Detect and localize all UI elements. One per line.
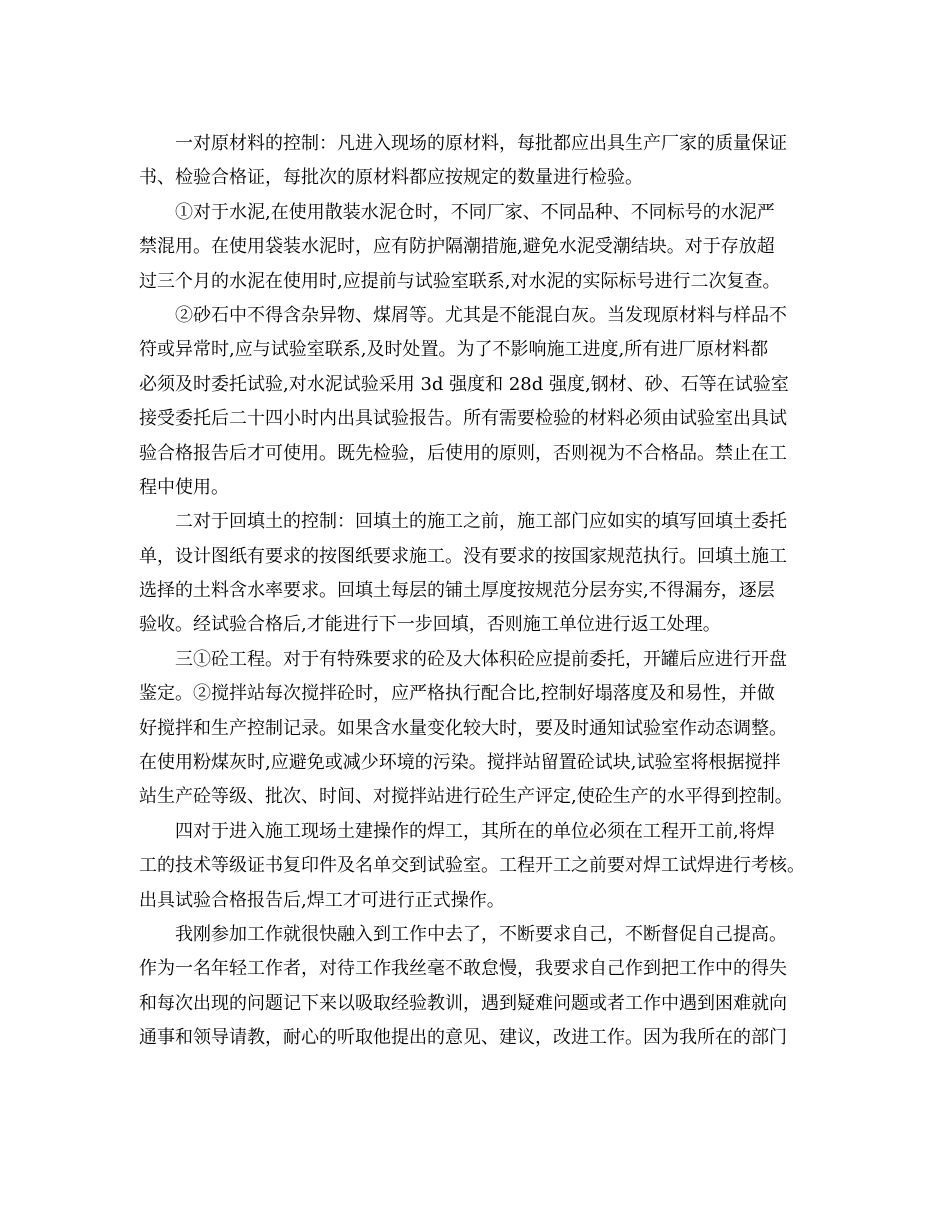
paragraph-line: 鉴定。②搅拌站每次搅拌砼时，应严格执行配合比,控制好塌落度及和易性，并做	[139, 683, 775, 705]
paragraph-line: 验合格报告后才可使用。既先检验，后使用的原则，否则视为不合格品。禁止在工	[139, 442, 787, 464]
paragraph-line: 接受委托后二十四小时内出具试验报告。所有需要检验的材料必须由试验室出具试	[139, 408, 787, 430]
paragraph-line: 站生产砼等级、批次、时间、对搅拌站进行砼生产评定,使砼生产的水平得到控制。	[139, 786, 793, 808]
paragraph-line: 和每次出现的问题记下来以吸取经验教训，遇到疑难问题或者工作中遇到困难就向	[139, 992, 787, 1014]
paragraph-line: 好搅拌和生产控制记录。如果含水量变化较大时，要及时通知试验室作动态调整。	[139, 717, 787, 739]
paragraph-first-line: ①对于水泥,在使用散装水泥仓时，不同厂家、不同品种、不同标号的水泥严	[175, 201, 775, 223]
paragraph-line: 书、检验合格证，每批次的原材料都应按规定的数量进行检验。	[139, 167, 643, 189]
paragraph-first-line: 三①砼工程。对于有特殊要求的砼及大体积砼应提前委托，开罐后应进行开盘	[175, 648, 787, 670]
paragraph-line: 验收。经试验合格后,才能进行下一步回填，否则施工单位进行返工处理。	[139, 614, 721, 636]
document-body	[139, 127, 819, 1056]
paragraph-line: 必须及时委托试验,对水泥试验采用 3d 强度和 28d 强度,钢材、砂、石等在试验室	[139, 373, 789, 395]
paragraph-line: 过三个月的水泥在使用时,应提前与试验室联系,对水泥的实际标号进行二次复查。	[139, 270, 781, 292]
paragraph-line: 程中使用。	[139, 476, 229, 498]
paragraph-line: 符或异常时,应与试验室联系,及时处置。为了不影响施工进度,所有进厂原材料都	[139, 339, 769, 361]
paragraph-first-line: ②砂石中不得含杂异物、煤屑等。尤其是不能混白灰。当发现原材料与样品不	[175, 304, 787, 326]
paragraph-line: 禁混用。在使用袋装水泥时，应有防护隔潮措施,避免水泥受潮结块。对于存放超	[139, 236, 775, 258]
paragraph-line: 工的技术等级证书复印件及名单交到试验室。工程开工之前要对焊工试焊进行考核。	[139, 855, 805, 877]
paragraph-line: 选择的土料含水率要求。回填土每层的铺土厚度按规范分层夯实,不得漏夯，逐层	[139, 580, 775, 602]
paragraph-first-line: 四对于进入施工现场土建操作的焊工，其所在的单位必须在工程开工前,将焊	[175, 820, 775, 842]
paragraph-line: 作为一名年轻工作者，对待工作我丝毫不敢怠慢，我要求自己作到把工作中的得失	[139, 958, 787, 980]
paragraph-line: 出具试验合格报告后,焊工才可进行正式操作。	[139, 889, 505, 911]
paragraph-first-line: 一对原材料的控制：凡进入现场的原材料，每批都应出具生产厂家的质量保证	[175, 133, 787, 154]
paragraph-line: 通事和领导请教，耐心的听取他提出的意见、建议，改进工作。因为我所在的部门	[139, 1027, 787, 1049]
paragraph-first-line: 我刚参加工作就很快融入到工作中去了，不断要求自己，不断督促自己提高。	[175, 923, 787, 945]
paragraph-line: 在使用粉煤灰时,应避免或减少环境的污染。搅拌站留置砼试块,试验室将根据搅拌	[139, 752, 781, 774]
paragraph-first-line: 二对于回填土的控制：回填土的施工之前，施工部门应如实的填写回填土委托	[175, 511, 787, 533]
paragraph-line: 单，设计图纸有要求的按图纸要求施工。没有要求的按国家规范执行。回填土施工	[139, 545, 787, 567]
